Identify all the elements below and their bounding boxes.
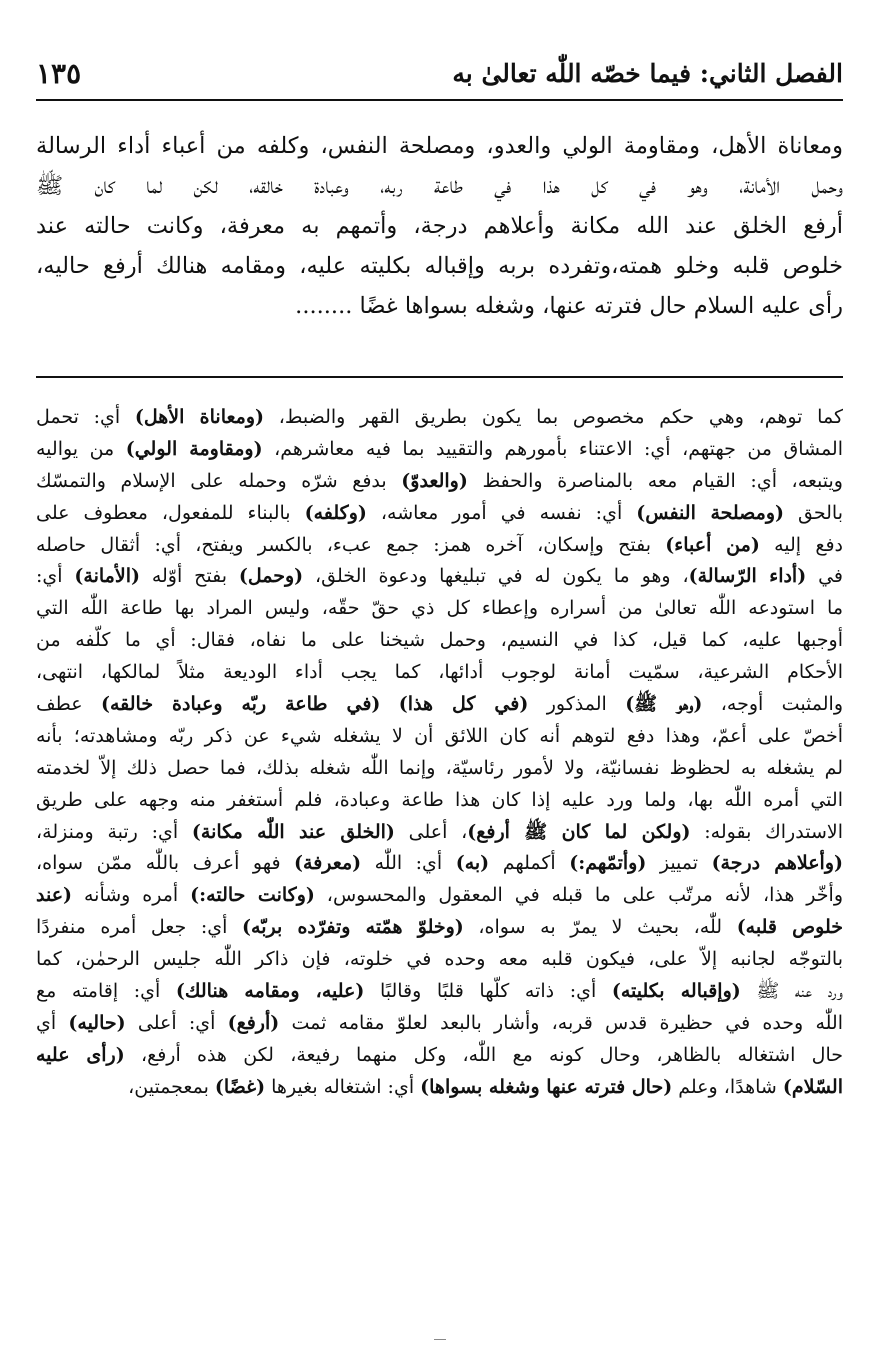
quoted-matn-phrase: (في كل هذا): [398, 693, 529, 716]
main-text-line: رأى عليه السلام حال فترته عنها، وشغله بسواها غضًا ........: [295, 293, 843, 319]
commentary-text: التي أمره اللّٰه بها، ولما ورد عليه إذا كان هذا طاعة وعبادة، فلم أستغفر منه وجهه على طريق: [36, 788, 843, 811]
footnote-separator: [36, 376, 843, 378]
commentary-text: أي: جعل أمره منفردًا: [36, 916, 243, 939]
commentary-text: من يواليه: [36, 437, 126, 460]
commentary-text: اللّٰه وحده في حظيرة قدس قربه، وأشار بالبعد لعلوّ مقامه ثمت: [279, 1011, 843, 1034]
commentary-text: بالحق: [784, 501, 843, 524]
commentary-line: [36, 593, 843, 625]
commentary-text: فهو أعرف باللّٰه ممّن سواه،: [36, 852, 295, 875]
commentary-text: أوجبها عليه، كما قيل، كذا في النسيم، وحمل شيخنا على ما نفاه، فقال: أي ما كلّفه من: [36, 629, 843, 652]
commentary-text: حال اشتغاله بالظاهر، وحال كونه مع اللّٰه، وكل منهما رفيعة، لكن هذه أرفع،: [124, 1043, 843, 1066]
quoted-matn-phrase: (الخلق عند اللّٰه مكانة): [191, 820, 395, 843]
quoted-matn-phrase: (رأى عليه: [36, 1043, 125, 1066]
commentary-text: أي: [36, 1011, 69, 1034]
commentary-text: تمييز: [646, 852, 712, 875]
quoted-matn-phrase: (ومقاومة الولي): [125, 437, 263, 460]
commentary: [36, 402, 843, 1104]
commentary-text: شاهدًا، وعلم: [672, 1075, 783, 1098]
chapter-title: الفصل الثاني: فيما خصّه اللّٰه تعالىٰ به: [452, 59, 843, 88]
commentary-text: للّٰه، بحيث لا يمرّ به سواه،: [463, 916, 737, 939]
commentary-line: [36, 498, 843, 530]
commentary-line: [36, 1008, 843, 1040]
quoted-matn-phrase: (في طاعة ربّه وعبادة خالقه): [100, 693, 381, 716]
commentary-text: أي: اللّٰه: [361, 852, 456, 875]
quoted-matn-phrase: (من أعباء): [665, 533, 760, 556]
commentary-line: [36, 785, 843, 817]
quoted-matn-phrase: (عليه، ومقامه هنالك): [175, 980, 365, 1003]
commentary-text: أي: تحمل: [36, 406, 135, 428]
page-mark: [434, 1339, 446, 1340]
commentary-text: بدفع شرّه وحمله على الإسلام والتمسّك: [36, 469, 402, 492]
quoted-matn-phrase: (به): [455, 852, 490, 875]
commentary-line: [36, 402, 843, 434]
commentary-text: كما توهم، وهي حكم مخصوص بما يكون بطريق القهر والضبط،: [264, 406, 843, 428]
commentary-line: [36, 912, 843, 944]
commentary-line: [36, 1072, 843, 1104]
commentary-line: [36, 1040, 843, 1072]
commentary-text: في: [806, 565, 843, 588]
commentary-line: [36, 561, 843, 593]
commentary-text: لم يشغله به لحظوظ نفسانيّة، ولا لأمور رئاسيّة، وإنما اللّٰه شغله بذلك، فما حصل ذلك إلاّ لخدمته: [36, 756, 843, 779]
header-rule: [36, 99, 843, 101]
quoted-matn-phrase: (عند: [36, 884, 73, 907]
commentary-line: [36, 817, 843, 849]
quoted-matn-phrase: (الأمانة): [74, 565, 140, 588]
quoted-matn-phrase: (ومعاناة الأهل): [134, 406, 265, 428]
page-number: ١٣٥: [36, 57, 82, 90]
commentary-line: [36, 466, 843, 498]
commentary-line: [36, 848, 843, 880]
commentary-text: وأخّر هذا، لأنه مرتّب على ما قبله في المعقول والمحسوس،: [314, 884, 843, 907]
quoted-matn-phrase: السّلام): [782, 1075, 843, 1098]
commentary-text: أي:: [36, 565, 75, 588]
main-text-line: وحمل الأمانة، وهو في كل هذا في طاعة ربه، وعبادة خالقه، لكن لما كان ﷺ: [36, 173, 843, 199]
commentary-text: بمعجمتين،: [128, 1075, 215, 1098]
commentary-text: أي: رتبة ومنزلة،: [36, 820, 192, 843]
commentary-text: أي: نفسه في أمور معاشه،: [366, 501, 637, 524]
commentary-text: الأحكام الشرعية، سمّيت أمانة لوجوب أدائها، كما يجب أداء الوديعة مثلاً لمالكها، انتهى،: [36, 661, 843, 684]
quoted-matn-phrase: (وحمل): [238, 565, 304, 588]
quoted-matn-phrase: (وخلوّ همّته وتفرّده بربّه): [242, 916, 464, 939]
commentary-text: أي: إقامته مع: [36, 980, 176, 1003]
commentary-text: ، أعلى: [394, 820, 468, 843]
quoted-matn-phrase: (وهو ﷺ): [625, 693, 703, 716]
main-text-line: أرفع الخلق عند الله مكانة وأعلاهم درجة، وأتمهم به معرفة، وكانت حالته عند: [36, 213, 843, 239]
commentary-text: أي: ذاته كلّها قلبًا وقالبًا: [364, 980, 612, 1003]
quoted-matn-phrase: (ومصلحة النفس): [636, 501, 784, 524]
quoted-matn-phrase: (حال فترته عنها وشغله بسواها): [420, 1075, 673, 1098]
quoted-matn-phrase: (أداء الرّسالة): [688, 565, 807, 588]
commentary-line: [36, 880, 843, 912]
commentary-text: ، وهو ما يكون له في تبليغها ودعوة الخلق،: [303, 565, 689, 588]
commentary-line: [36, 434, 843, 466]
quoted-matn-phrase: (أرفع): [227, 1011, 280, 1034]
commentary-text: أخصّ على أعمّ، وهذا دفع لتوهم أنه كان اللائق أن لا يشغله شيء عن ذكر ربّه ومشاهدته؛ بأنه: [36, 724, 843, 747]
commentary-text: دفع إليه: [759, 533, 843, 556]
commentary-text: بفتح أوّله: [139, 565, 239, 588]
page-header: [36, 50, 843, 94]
commentary-line: [36, 721, 843, 753]
commentary-line: [36, 976, 843, 1008]
commentary-text: عطف: [36, 693, 101, 716]
quoted-matn-phrase: (غضًا): [214, 1075, 266, 1098]
commentary-line: [36, 753, 843, 785]
commentary-line: [36, 657, 843, 689]
commentary-text: بالتوجّه لجانبه إلاّ على، فيكون قلبه معه وحده في خلوته، فإن ذاكر اللّٰه جليس الرحمٰن، كما: [36, 948, 843, 971]
commentary-line: [36, 625, 843, 657]
commentary-text: أي: أعلى: [125, 1011, 228, 1034]
commentary-text: بفتح وإسكان، آخره همز: جمع عبء، بالكسر ويفتح، أي: أثقال حاصله: [36, 533, 666, 556]
commentary-text: بالبناء للمفعول، معطوف على: [36, 501, 305, 524]
quoted-matn-phrase: (وإقباله بكليته): [611, 980, 741, 1003]
main-text: [36, 126, 843, 326]
quoted-matn-phrase: (وأعلاهم درجة): [711, 852, 843, 875]
book-page: [36, 0, 843, 1360]
main-text-line: خلوص قلبه وخلو همته،وتفرده بربه وإقباله بكليته عليه، ومقامه هنالك أرفع حاليه،: [36, 253, 843, 279]
commentary-text: المذكور: [528, 693, 626, 716]
commentary-text: والمثبت أوجه،: [702, 693, 843, 716]
commentary-text: المشاق من جهتهم، أي: الاعتناء بأمورهم والتقييد بما فيه معاشرهم،: [262, 437, 843, 460]
commentary-text: الاستدراك بقوله:: [690, 820, 843, 843]
commentary-text: أي: اشتغاله بغيرها: [265, 1075, 421, 1098]
quoted-matn-phrase: (وكانت حالته:): [190, 884, 315, 907]
quoted-matn-phrase: (ولكن لما كان ﷺ أرفع): [467, 820, 691, 843]
commentary-line: [36, 689, 843, 721]
quoted-matn-phrase: (والعدوّ): [401, 469, 468, 492]
commentary-text: ورد عنه ﷺ: [740, 980, 843, 1003]
quoted-matn-phrase: (معرفة): [294, 852, 362, 875]
commentary-text: أكملهم: [489, 852, 570, 875]
quoted-matn-phrase: خلوص قلبه): [736, 916, 843, 939]
quoted-matn-phrase: (وأتمّهم:): [569, 852, 647, 875]
main-text-line: ومعاناة الأهل، ومقاومة الولي والعدو، ومصلحة النفس، وكلفه من أعباء أداء الرسالة: [36, 133, 843, 159]
commentary-text: ويتبعه، أي: القيام معه بالمناصرة والحفظ: [467, 469, 843, 492]
commentary-text: [380, 693, 398, 715]
quoted-matn-phrase: (وكلفه): [304, 501, 367, 524]
commentary-text: ما استودعه اللّٰه تعالىٰ من أسراره وإعطاء كل ذي حقّ حقّه، وليس المراد بها طاعة اللّٰه التي: [36, 597, 843, 620]
commentary-line: [36, 944, 843, 976]
commentary-text: أمره وشأنه: [72, 884, 191, 907]
commentary-line: [36, 530, 843, 562]
quoted-matn-phrase: (حاليه): [68, 1011, 126, 1034]
